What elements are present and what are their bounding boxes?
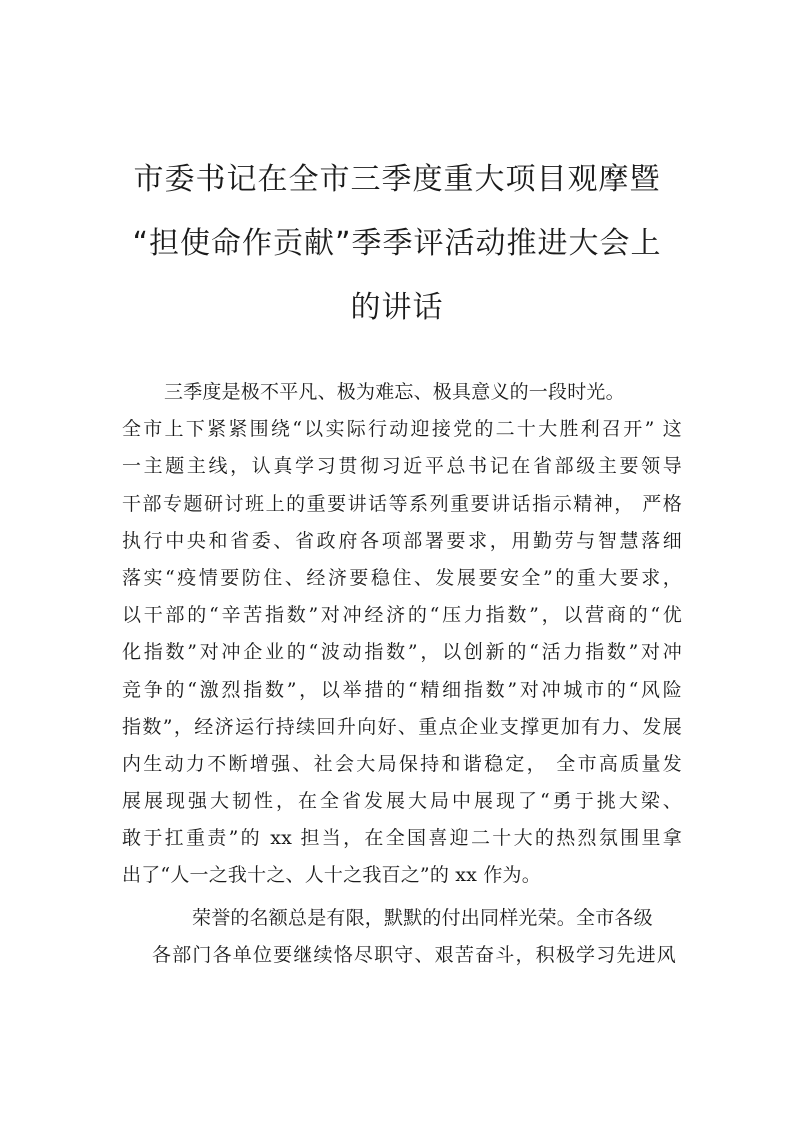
paragraph-line: 执行中央和省委、省政府各项部署要求，用勤劳与智慧落细 [122,529,682,552]
speech-title [0,148,794,340]
paragraph-line: 竞争的“激烈指数”，以举措的“精细指数”对冲城市的“风险 [122,678,682,701]
title-line-3: 的讲话 [350,290,444,325]
paragraph-line: 化指数”对冲企业的“波动指数”，以创新的“活力指数”对冲 [122,641,682,664]
paragraph-line: 一主题主线，认真学习贯彻习近平总书记在省部级主要领导 [122,455,682,478]
paragraph-line: 全市上下紧紧围绕“以实际行动迎接党的二十大胜利召开” 这 [122,418,682,441]
paragraph-line: 内生动力不断增强、社会大局保持和谐稳定， 全市高质量发 [122,752,682,775]
paragraph-line: 出了“人一之我十之、人十之我百之”的 xx 作为。 [122,864,541,887]
paragraph-line: 展展现强大韧性，在全省发展大局中展现了“勇于挑大梁、 [122,790,682,813]
paragraph-line: 以干部的“辛苦指数”对冲经济的“压力指数”，以营商的“优 [122,604,682,627]
paragraph-1 [122,374,682,895]
paragraph-line: 干部专题研讨班上的重要讲话等系列重要讲话指示精神， 严格 [122,492,682,515]
paragraph-line: 荣誉的名额总是有限，默默的付出同样光荣。全市各级 [192,907,653,929]
paragraph-line: 落实“疫情要防住、经济要稳住、发展要安全”的重大要求， [122,566,682,589]
paragraph-line: 敢于扛重责”的 xx 担当，在全国喜迎二十大的热烈氛围里拿 [122,827,682,850]
paragraph-2 [152,900,676,974]
paragraph-line: 三季度是极不平凡、极为难忘、极具意义的一段时光。 [164,381,625,403]
paragraph-line: 各部门各单位要继续恪尽职守、艰苦奋斗，积极学习先进风 [152,944,676,967]
title-line-1: 市委书记在全市三季度重大项目观摩暨 [133,162,661,197]
title-line-2: “担使命作贡献”季季评活动推进大会上 [132,226,662,261]
paragraph-line: 指数”，经济运行持续回升向好、重点企业支撑更加有力、发展 [122,715,682,738]
